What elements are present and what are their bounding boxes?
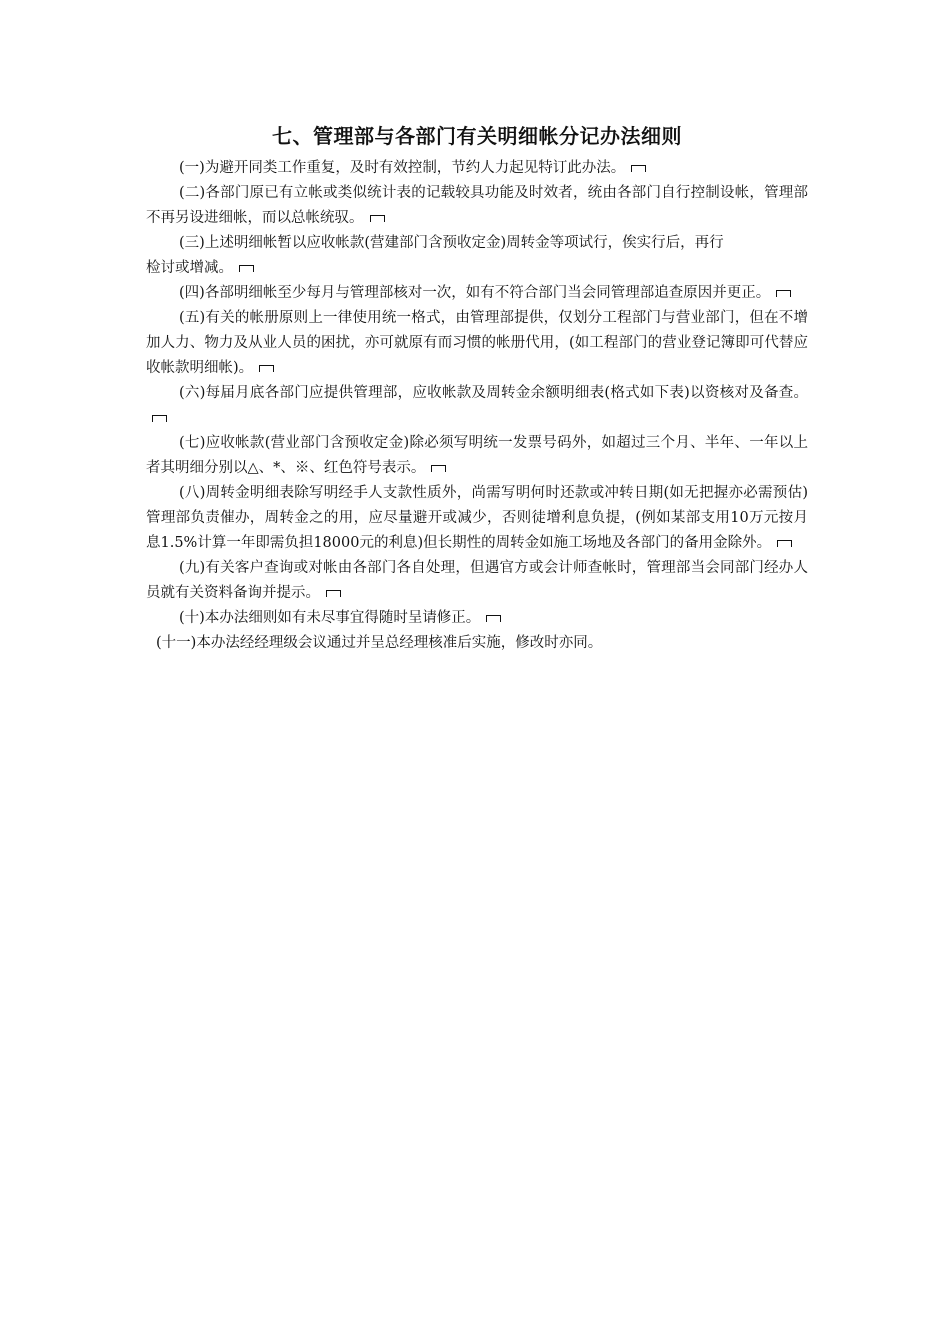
paragraph-mark-icon [776, 290, 791, 297]
clause-7 [146, 431, 808, 481]
paragraph-mark-icon [326, 590, 341, 597]
clause-2 [146, 181, 808, 231]
clause-11 [146, 631, 808, 656]
paragraph-mark-icon [370, 215, 385, 222]
clause-1 [146, 156, 808, 181]
paragraph-mark-icon [431, 465, 446, 472]
clause-6 [146, 381, 808, 431]
paragraph-mark-icon [239, 265, 254, 272]
clause-text: (一)为避开同类工作重复，及时有效控制，节约人力起见特订此办法。 [179, 160, 626, 176]
paragraph-mark-icon [777, 540, 792, 547]
clause-text: (六)每届月底各部门应提供管理部，应收帐款及周转金余额明细表(格式如下表)以资核对及备查。 [179, 385, 808, 401]
paragraph-mark-icon [152, 415, 167, 422]
paragraph-mark-icon [486, 615, 501, 622]
document-page [146, 122, 808, 656]
paragraph-mark-icon [259, 365, 274, 372]
clause-text: (三)上述明细帐暂以应收帐款(营建部门含预收定金)周转金等项试行，俟实行后，再行 [179, 235, 724, 251]
clause-4 [146, 281, 808, 306]
clause-text: (四)各部明细帐至少每月与管理部核对一次，如有不符合部门当会同管理部追查原因并更正。 [179, 285, 771, 301]
clause-10 [146, 606, 808, 631]
clause-text: (十一)本办法经经理级会议通过并呈总经理核准后实施，修改时亦同。 [156, 635, 603, 651]
clause-text: (八)周转金明细表除写明经手人支款性质外，尚需写明何时还款或冲转日期(如无把握亦必需预估)管理部负责催办，周转金之的用，应尽量避开或减少，否则徒增利息负提，(例如某部支用10万元按月息1.5%计算一年即需负担18000元的利息)但长期性的周转金如施工场地及各部门的备用金除外。 [146, 485, 808, 551]
paragraph-mark-icon [631, 165, 646, 172]
clause-text: 检讨或增减。 [146, 260, 233, 276]
clause-text: (七)应收帐款(营业部门含预收定金)除必须写明统一发票号码外，如超过三个月、半年、一年以上者其明细分别以△、*、※、红色符号表示。 [146, 435, 808, 476]
clause-text: (二)各部门原已有立帐或类似统计表的记载较具功能及时效者，统由各部门自行控制设帐，管理部不再另设进细帐，而以总帐统驭。 [146, 185, 808, 226]
clause-text: (九)有关客户查询或对帐由各部门各自处理，但遇官方或会计师查帐时，管理部当会同部门经办人员就有关资料备询并提示。 [146, 560, 808, 601]
clause-8 [146, 481, 808, 556]
clause-text: (十)本办法细则如有未尽事宜得随时呈请修正。 [179, 610, 481, 626]
document-title: 七、管理部与各部门有关明细帐分记办法细则 [272, 124, 682, 148]
clause-text: (五)有关的帐册原则上一律使用统一格式，由管理部提供，仅划分工程部门与营业部门，但在不增加人力、物力及从业人员的困扰，亦可就原有而习惯的帐册代用，(如工程部门的营业登记簿即可代替应收帐款明细帐)。 [146, 310, 808, 376]
clause-3-continued [146, 256, 808, 281]
clause-3 [146, 231, 808, 256]
clause-5 [146, 306, 808, 381]
clause-9 [146, 556, 808, 606]
